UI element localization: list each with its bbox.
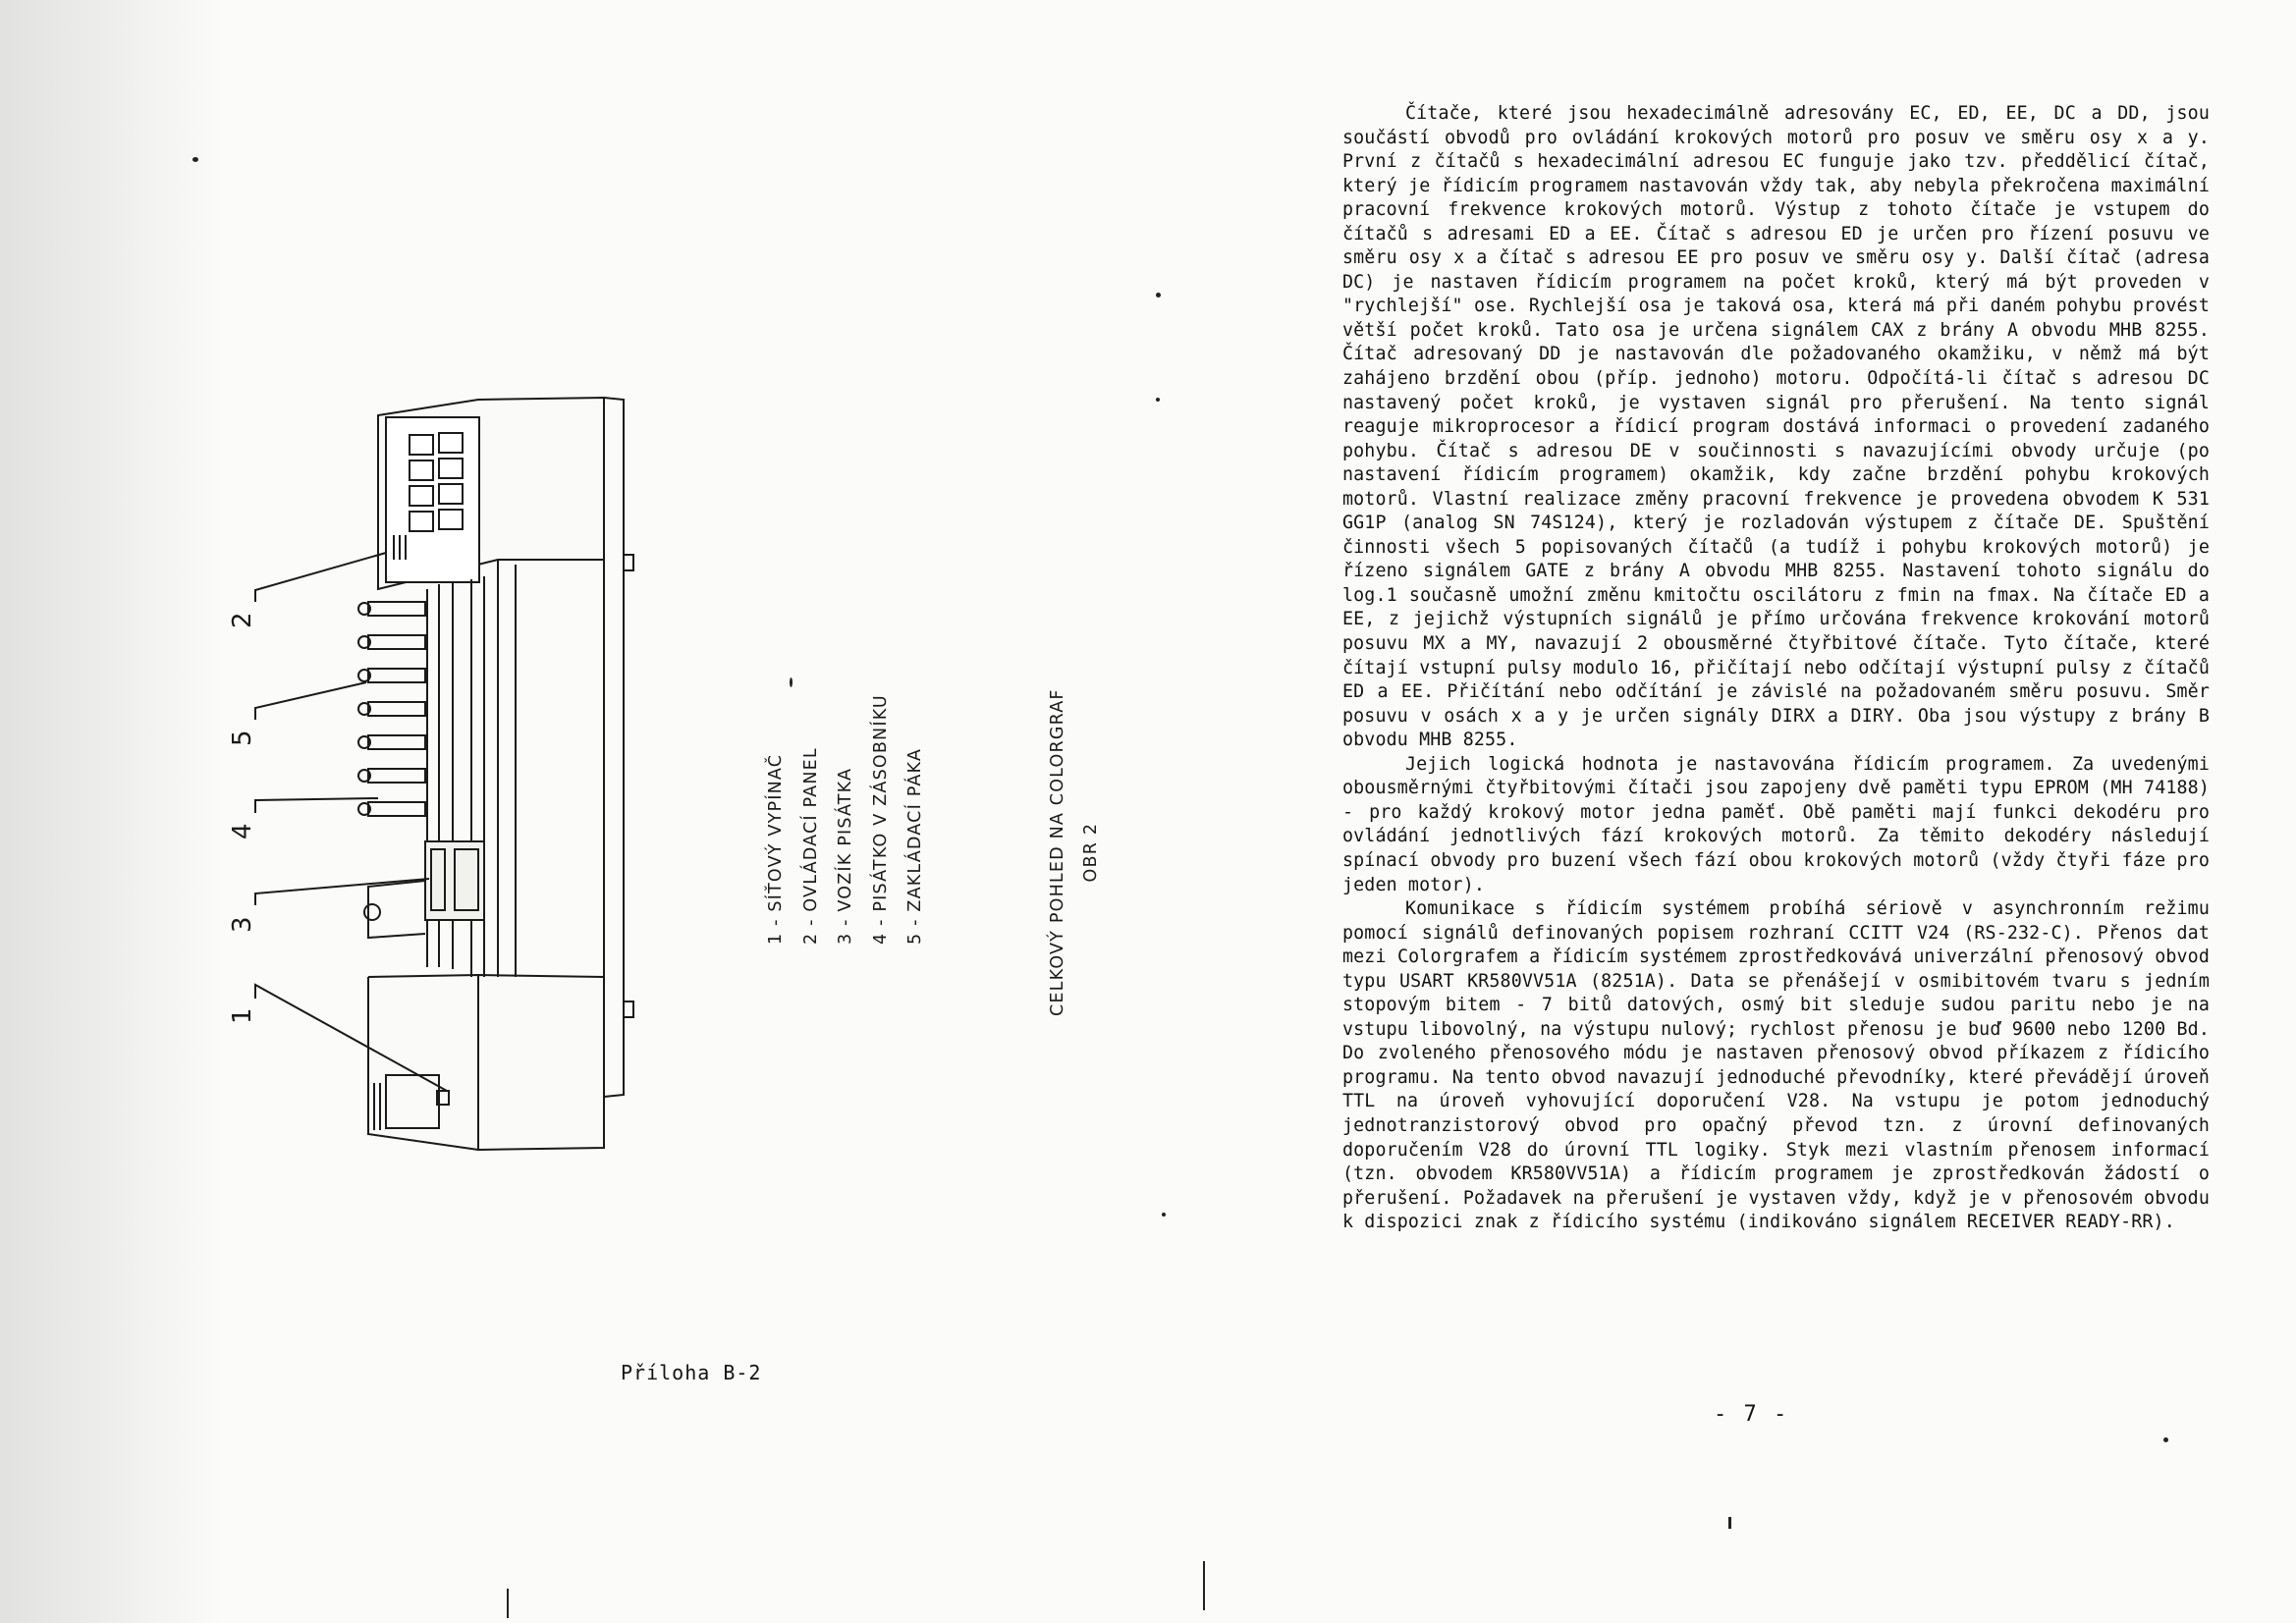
paragraph: Komunikace s řídicím systémem probíhá sériově v asynchronním režimu pomocí signálů definovaných popisem rozhraní CCITT V24 (RS-232-C). Přenos dat mezi Colorgrafem a řídicím systémem zprostředkovává univerzální přenosový obvod typu USART KR580VV51A (8251A). Data se přenášejí v osmibitovém tvaru s jedním stopovým bitem - 7 bitů datových, osmý bit sleduje sudou paritu nebo je na vstupu libovolný, na výstupu nulový; rychlost přenosu je buď 9600 nebo 1200 Bd. Do zvoleného přenosového módu je nastaven přenosový obvod příkazem z řídicího programu. Na tento obvod navazují jednoduché převodníky, které převádějí úroveň TTL na úroveň vyhovující doporučení V28. Na vstupu je potom jednoduchý jednotranzistorový obvod pro opačný převod tzn. z úrovní definovaných doporučením V28 do úrovní TTL logiky. Styk mezi vlastním přenosem informací (tzn. obvodem KR580VV51A) a řídicím programem je zprostředkován žádostí o přerušení. Požadavek na přerušení je vystaven vždy, když je v přenosovém obvodu k dispozici znak z řídicího systému (indikováno signálem RECEIVER READY-RR). bbox=[1342, 898, 2210, 1233]
legend-item: 1 - SÍŤOVÝ VYPÍNAČ bbox=[766, 753, 786, 945]
scan-speck bbox=[1203, 1561, 1205, 1610]
scan-speck bbox=[192, 157, 198, 162]
legend-item: 2 - OVLÁDACÍ PANEL bbox=[800, 747, 821, 945]
callout-3: 3 bbox=[228, 916, 257, 933]
scan-speck bbox=[1156, 293, 1161, 298]
scan-speck bbox=[1162, 1213, 1166, 1217]
callout-2: 2 bbox=[228, 612, 257, 628]
scan-speck bbox=[1156, 398, 1160, 402]
scan-speck bbox=[790, 677, 793, 687]
colorgraf-drawing bbox=[221, 388, 673, 1163]
paragraph: Jejich logická hodnota je nastavována řídicím programem. Za uvedenými obousměrnými čtyřbitovými čítači jsou zapojeny dvě paměti typu EPROM (MH 74188) - pro každý krokový motor jedna paměť. Obě paměti mají funkci dekodéru pro ovládání jednotlivých fází krokových motorů. Za těmito dekodéry následují spínací obvody pro buzení všech fází obou krokových motorů (vždy čtyři fáze pro jeden motor). bbox=[1342, 753, 2210, 895]
caption-title: CELKOVÝ POHLED NA COLORGRAF bbox=[1048, 688, 1067, 1016]
appendix-label: Příloha B-2 bbox=[621, 1361, 762, 1384]
callout-4: 4 bbox=[228, 823, 257, 839]
caption-figure-number: OBR 2 bbox=[1081, 822, 1101, 883]
callout-1: 1 bbox=[228, 1007, 257, 1024]
paragraph: Čítače, které jsou hexadecimálně adresovány EC, ED, EE, DC a DD, jsou součástí obvodů pro ovládání krokových motorů pro posuv ve směru osy x a y. První z čítačů s hexadecimální adresou EC funguje jako tzv. předdělicí čítač, který je řídicím programem nastavován vždy tak, aby nebyla překročena maximální pracovní frekvence krokových motorů. Výstup z tohoto čítače je vstupem do čítačů s adresami ED a EE. Čítač s adresou ED je určen pro řízení posuvu ve směru osy x a čítač s adresou EE pro posuv ve směru osy y. Další čítač (adresa DC) je nastaven řídicím programem na počet kroků, který má být proveden v "rychlejší" ose. Rychlejší osa je taková osa, která má při daném pohybu provést větší počet kroků. Tato osa je určena signálem CAX z brány A obvodu MHB 8255. Čítač adresovaný DD je nastavován dle požadovaného okamžiku, v němž má být zahájeno brzdění obou (příp. jednoho) motoru. Odpočítá-li čítač s adresou DC nastavený počet kroků, je vystaven signál pro přerušení. Na tento signál reaguje mikroprocesor a řídicí program dostává informaci o provedení zadaného pohybu. Čítač s adresou DE v součinnosti s navazujícími obvody určuje (po nastavení řídicím programem) okamžik, kdy začne brzdění pohybu krokových motorů. Vlastní realizace změny pracovní frekvence je provedena obvodem K 531 GG1P (analog SN 74S124), který je rozladován výstupem z čítače DE. Spuštění činnosti všech 5 popisovaných čítačů (a tudíž i pohybu krokových motorů) je řízeno signálem GATE z brány A obvodu MHB 8255. Nastavení tohoto signálu do log.1 současně umožní změnu kmitočtu oscilátoru z fmin na fmax. Na čítače ED a EE, z jejichž výstupních signálů je přímo určována frekvence krokování motorů posuvu MX a MY, navazují 2 obousměrné čtyřbitové čítače. Tyto čítače, které čítají vstupní pulsy modulo 16, přičítají nebo odčítají výstupní pulsy z čítačů ED a EE. Přičítání nebo odčítání je závislé na požadovaném směru posuvu. Směr posuvu v osách x a y je určen signály DIRX a DIRY. Oba jsou výstupy z brány B obvodu MHB 8255. bbox=[1342, 103, 2210, 751]
scan-speck bbox=[2163, 1437, 2168, 1442]
figure-legend bbox=[759, 694, 934, 945]
legend-item: 5 - ZAKLÁDACÍ PÁKA bbox=[905, 747, 925, 945]
body-text bbox=[1342, 102, 2210, 1235]
figure-colorgraf bbox=[0, 0, 1100, 1623]
scan-speck bbox=[507, 1589, 509, 1618]
page-number: - 7 - bbox=[1714, 1402, 1789, 1427]
scan-speck bbox=[1728, 1517, 1731, 1529]
callout-5: 5 bbox=[228, 730, 257, 746]
legend-item: 4 - PISÁTKO V ZÁSOBNÍKU bbox=[870, 694, 891, 945]
figure-caption bbox=[1041, 688, 1108, 1016]
legend-item: 3 - VOZÍK PISÁTKA bbox=[836, 767, 855, 945]
